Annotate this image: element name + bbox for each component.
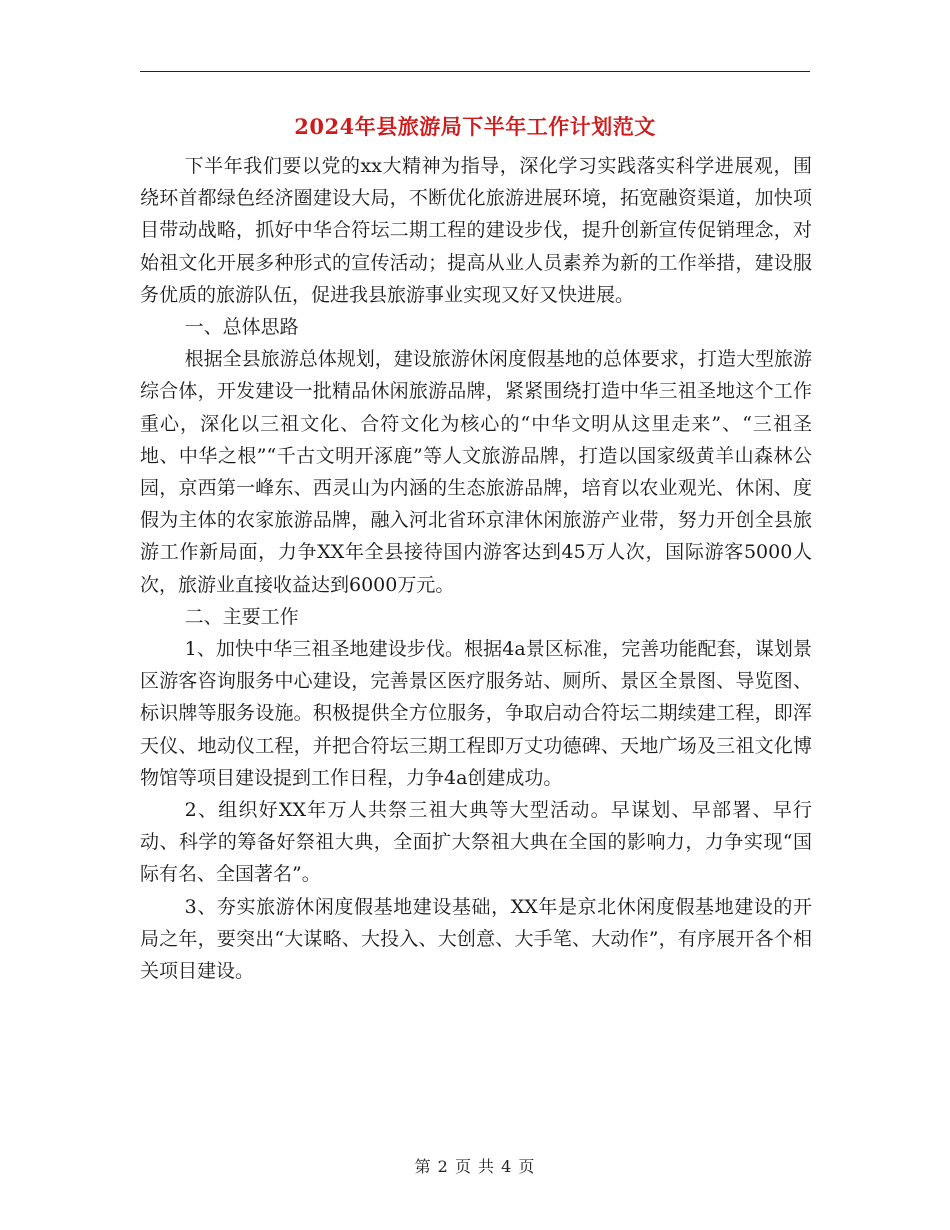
work-item-2-paragraph: 2、组织好XX年万人共祭三祖大典等大型活动。早谋划、早部署、早行动、科学的筹备好祭祖大典，全面扩大祭祖大典在全国的影响力，力争实现“国际有名、全国著名”。	[140, 799, 812, 886]
page-number-footer: 第 2 页 共 4 页	[414, 1157, 536, 1176]
section-heading-main-work: 二、主要工作	[184, 605, 299, 628]
overall-approach-paragraph: 根据全县旅游总体规划，建设旅游休闲度假基地的总体要求，打造大型旅游综合体，开发建设一批精品休闲旅游品牌，紧紧围绕打造中华三祖圣地这个工作重心，深化以三祖文化、合符文化为核心的“中华文明从这里走来”、“三祖圣地、中华之根”“千古文明开涿鹿”等人文旅游品牌，打造以国家级黄羊山森林公园，京西第一峰东、西灵山为内涵的生态旅游品牌，培育以农业观光、休闲、度假为主体的农家旅游品牌，融入河北省环京津休闲旅游产业带，努力开创全县旅游工作新局面，力争XX年全县接待国内游客达到45万人次，国际游客5000人次，旅游业直接收益达到6000万元。	[140, 348, 812, 596]
work-item-3-paragraph: 3、夯实旅游休闲度假基地建设基础，XX年是京北休闲度假基地建设的开局之年，要突出“大谋略、大投入、大创意、大手笔、大动作”，有序展开各个相关项目建设。	[140, 895, 812, 983]
work-item-1-paragraph: 1、加快中华三祖圣地建设步伐。根据4a景区标准，完善功能配套，谋划景区游客咨询服务中心建设，完善景区医疗服务站、厕所、景区全景图、导览图、标识牌等服务设施。积极提供全方位服务，争取启动合符坛二期续建工程，即浑天仪、地动仪工程，并把合符坛三期工程即万丈功德碑、天地广场及三祖文化博物馆等项目建设提到工作日程，力争4a创建成功。	[140, 638, 812, 789]
document-body	[140, 150, 812, 987]
intro-paragraph: 下半年我们要以党的xx大精神为指导，深化学习实践落实科学进展观，围绕环首都绿色经济圈建设大局，不断优化旅游进展环境，拓宽融资渠道，加快项目带动战略，抓好中华合符坛二期工程的建设步伐，提升创新宣传促销理念，对始祖文化开展多种形式的宣传活动；提高从业人员素养为新的工作举措，建设服务优质的旅游队伍，促进我县旅游事业实现又好又快进展。	[140, 155, 812, 306]
header-rule	[140, 71, 810, 72]
document-title: 2024年县旅游局下半年工作计划范文	[294, 114, 656, 139]
section-heading-overall-approach: 一、总体思路	[184, 316, 299, 339]
